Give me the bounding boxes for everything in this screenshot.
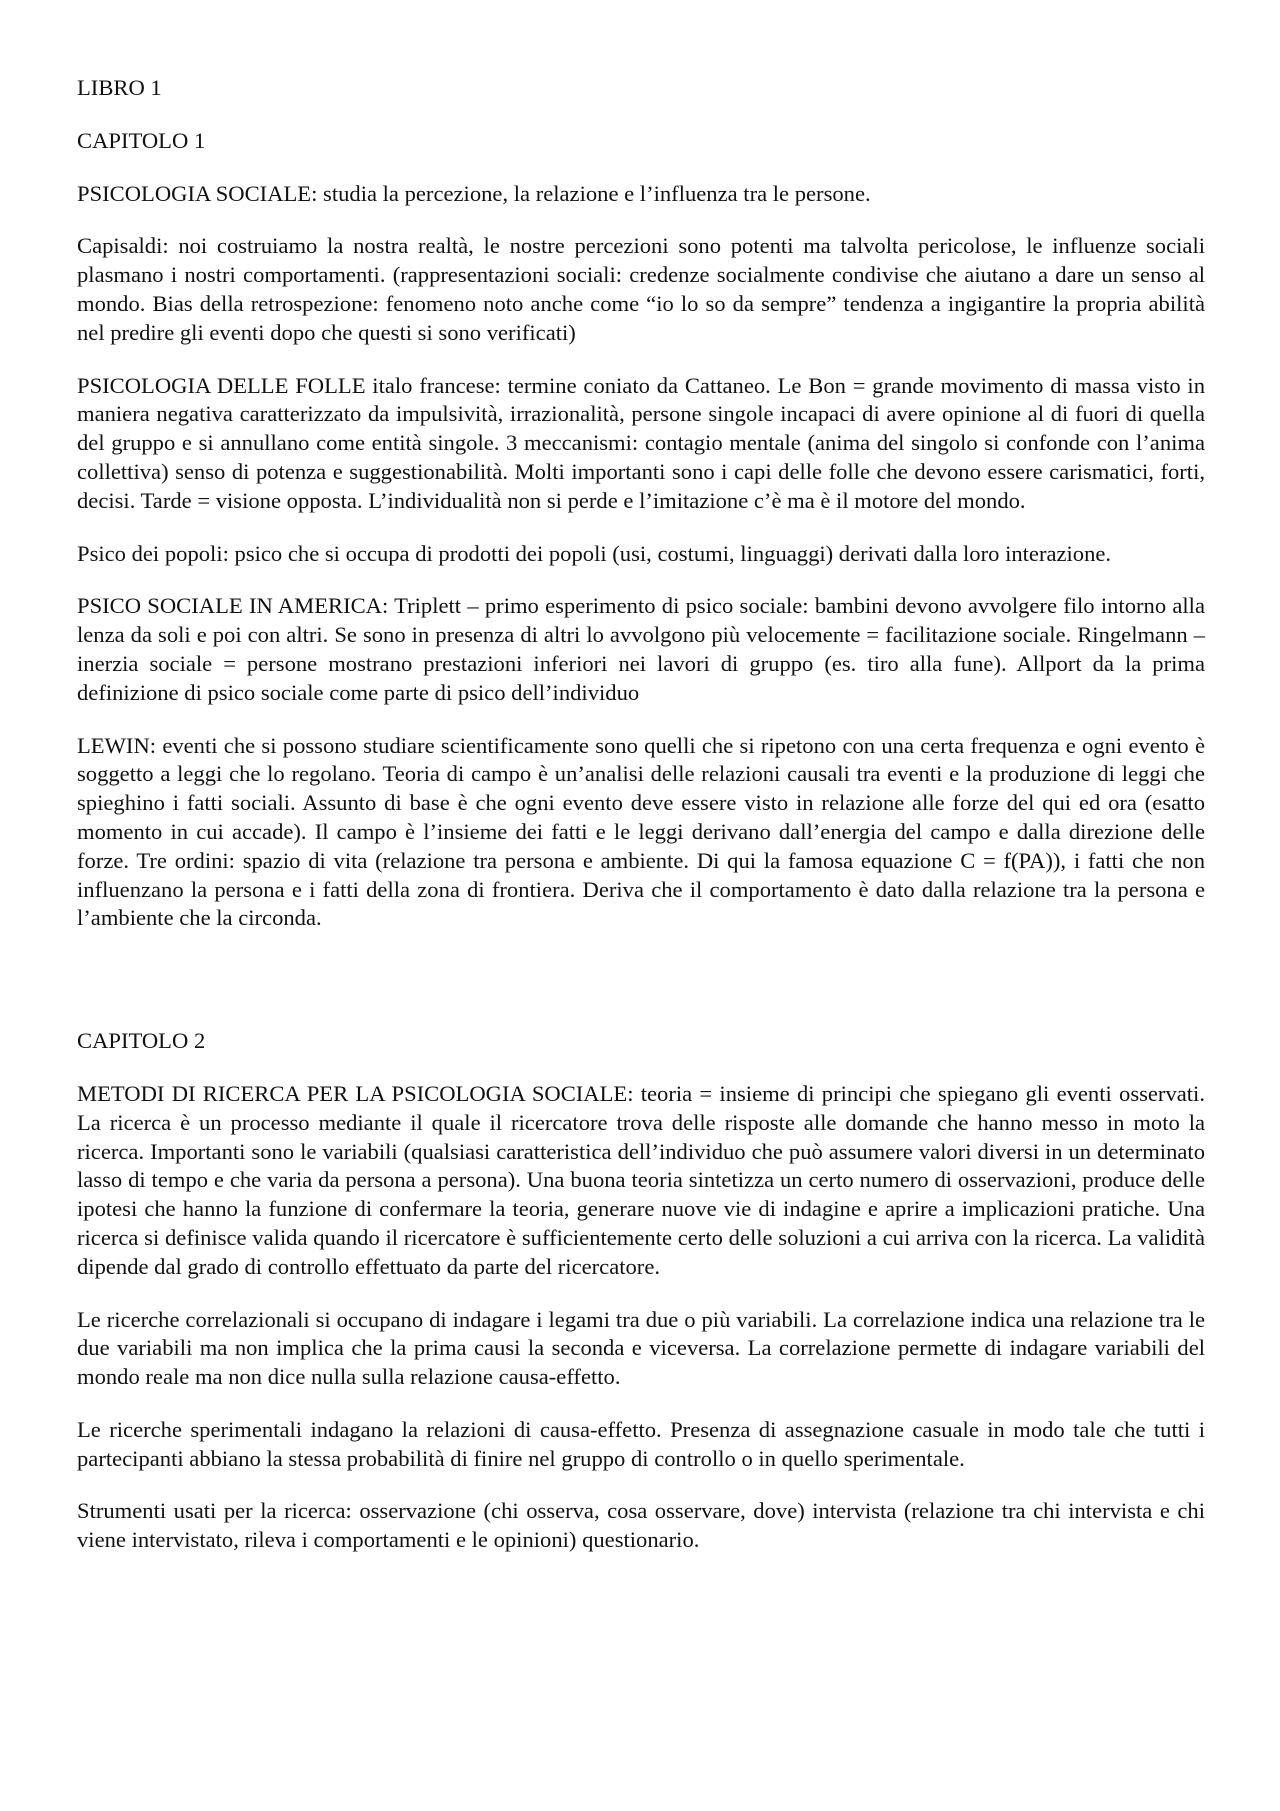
chapter-1-heading: CAPITOLO 1 [77,127,206,153]
chapter-2-paragraph: METODI DI RICERCA PER LA PSICOLOGIA SOCIALE: teoria = insieme di principi che spiegano gli eventi osservati. La ricerca è un processo mediante il quale il ricercatore trova delle risposte alle domande che hanno messo in moto la ricerca. Importanti sono le variabili (qualsiasi caratteristica dell’individuo che può assumere valori diversi in un determinato lasso di tempo e che varia da persona a persona). Una buona teoria sintetizza un certo numero di osservazioni, produce delle ipotesi che hanno la funzione di confermare la teoria, generare nuove vie di indagine e aprire a implicazioni pratiche. Una ricerca si definisce valida quando il ricercatore è sufficientemente certo delle soluzioni a cui arriva con la ricerca. La validità dipende dal grado di controllo effettuato da parte del ricercatore. [77,1080,1205,1279]
chapter-1-paragraph: PSICOLOGIA SOCIALE: studia la percezione, la relazione e l’influenza tra le persone. [77,180,871,206]
chapter-1-paragraph: LEWIN: eventi che si possono studiare scientificamente sono quelli che si ripetono con una certa frequenza e ogni evento è soggetto a leggi che lo regolano. Teoria di campo è un’analisi delle relazioni causali tra eventi e la produzione di leggi che spieghino i fatti sociali. Assunto di base è che ogni evento deve essere visto in relazione alle forze del qui ed ora (esatto momento in cui accade). Il campo è l’insieme dei fatti e le leggi derivano dall’energia del campo e dalla direzione delle forze. Tre ordini: spazio di vita (relazione tra persona e ambiente. Di qui la famosa equazione C = f(PA)), i fatti che non influenzano la persona e i fatti della zona di frontiera. Deriva che il comportamento è dato dalla relazione tra la persona e l’ambiente che la circonda. [77,732,1205,931]
chapter-2-paragraph: Le ricerche correlazionali si occupano di indagare i legami tra due o più variabili. La correlazione indica una relazione tra le due variabili ma non implica che la prima causi la seconda e viceversa. La correlazione permette di indagare variabili del mondo reale ma non dice nulla sulla relazione causa-effetto. [77,1306,1205,1390]
chapter-1-paragraph: PSICO SOCIALE IN AMERICA: Triplett – primo esperimento di psico sociale: bambini devono avvolgere filo intorno alla lenza da soli e poi con altri. Se sono in presenza di altri lo avvolgono più velocemente = facilitazione sociale. Ringelmann – inerzia sociale = persone mostrano prestazioni inferiori nei lavori di gruppo (es. tiro alla fune). Allport da la prima definizione di psico sociale come parte di psico dell’individuo [77,593,1205,705]
section-gap [77,957,1205,1027]
book-title: LIBRO 1 [77,75,162,100]
chapter-1-paragraph: Psico dei popoli: psico che si occupa di prodotti dei popoli (usi, costumi, linguaggi) derivati dalla loro interazione. [77,540,1112,566]
chapter-1-paragraph: PSICOLOGIA DELLE FOLLE italo francese: termine coniato da Cattaneo. Le Bon = grande movimento di massa visto in maniera negativa caratterizzato da impulsività, irrazionalità, persone singole incapaci di avere opinione al di fuori di quella del gruppo e si annullano come entità singole. 3 meccanismi: contagio mentale (anima del singolo si confonde con l’anima collettiva) senso di potenza e suggestionabilità. Molti importanti sono i capi delle folle che devono essere carismatici, forti, decisi. Tarde = visione opposta. L’individualità non si perde e l’imitazione c’è ma è il motore del mondo. [77,372,1205,513]
chapter-1-paragraph: Capisaldi: noi costruiamo la nostra realtà, le nostre percezioni sono potenti ma talvolta pericolose, le influenze sociali plasmano i nostri comportamenti. (rappresentazioni sociali: credenze socialmente condivise che aiutano a dare un senso al mondo. Bias della retrospezione: fenomeno noto anche come “io lo so da sempre” tendenza a ingigantire la propria abilità nel predire gli eventi dopo che questi si sono verificati) [77,233,1205,345]
chapter-2-paragraph: Strumenti usati per la ricerca: osservazione (chi osserva, cosa osservare, dove) intervista (relazione tra chi intervista e chi viene intervistato, rileva i comportamenti e le opinioni) questionario. [77,1498,1205,1553]
document-page [77,74,1205,1579]
chapter-2-heading: CAPITOLO 2 [77,1028,206,1054]
chapter-2-paragraph: Le ricerche sperimentali indagano la relazioni di causa-effetto. Presenza di assegnazione casuale in modo tale che tutti i partecipanti abbiano la stessa probabilità di finire nel gruppo di controllo o in quello sperimentale. [77,1416,1205,1471]
